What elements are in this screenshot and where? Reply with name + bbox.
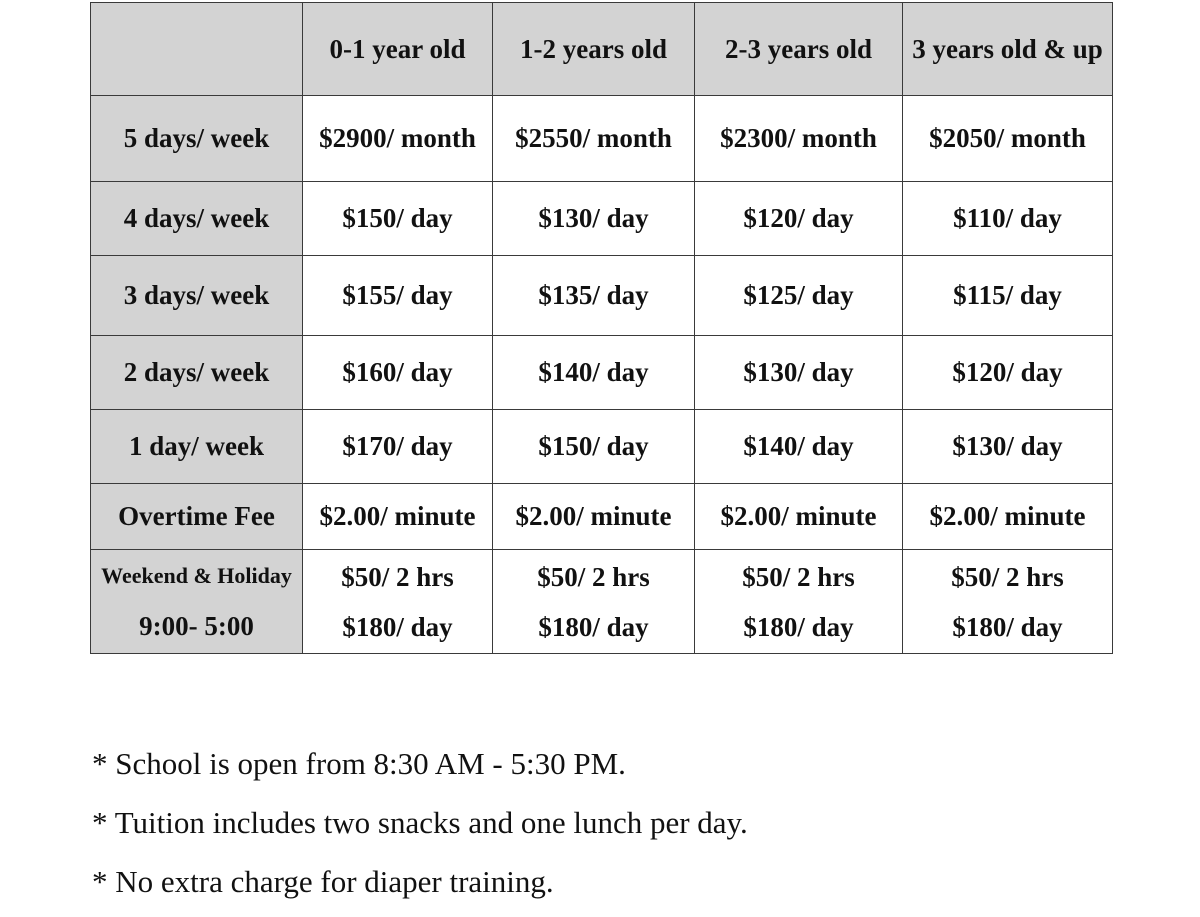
table-row <box>91 256 1113 336</box>
price-cell: $130/ day <box>903 410 1113 484</box>
price-cell: $120/ day <box>903 336 1113 410</box>
table-row <box>91 182 1113 256</box>
weekend-holiday-label: Weekend & Holiday <box>101 562 292 588</box>
price-cell: $2300/ month <box>695 96 903 182</box>
price-cell: $130/ day <box>695 336 903 410</box>
price-cell: $135/ day <box>493 256 695 336</box>
weekend-price-cell <box>303 550 493 654</box>
price-cell: $110/ day <box>903 182 1113 256</box>
price-cell: $120/ day <box>695 182 903 256</box>
table-row <box>91 484 1113 550</box>
row-label-1-day: 1 day/ week <box>91 410 303 484</box>
daily-rate: $180/ day <box>952 611 1063 642</box>
hourly-rate: $50/ 2 hrs <box>537 561 650 592</box>
price-cell: $125/ day <box>695 256 903 336</box>
header-age-0-1: 0-1 year old <box>303 3 493 96</box>
hourly-rate: $50/ 2 hrs <box>742 561 855 592</box>
weekend-price-cell <box>903 550 1113 654</box>
price-cell: $2.00/ minute <box>303 484 493 550</box>
price-cell: $2050/ month <box>903 96 1113 182</box>
price-cell: $2.00/ minute <box>903 484 1113 550</box>
price-cell: $150/ day <box>493 410 695 484</box>
price-cell: $130/ day <box>493 182 695 256</box>
price-cell: $2900/ month <box>303 96 493 182</box>
weekend-holiday-row <box>91 550 1113 654</box>
note-diaper-training: * No extra charge for diaper training. <box>92 864 554 899</box>
daily-rate: $180/ day <box>743 611 854 642</box>
tuition-table <box>90 2 1113 654</box>
price-cell: $2.00/ minute <box>695 484 903 550</box>
note-school-hours: * School is open from 8:30 AM - 5:30 PM. <box>92 746 626 781</box>
corner-cell <box>91 3 303 96</box>
header-age-3-up: 3 years old & up <box>903 3 1113 96</box>
daily-rate: $180/ day <box>342 611 453 642</box>
price-cell: $170/ day <box>303 410 493 484</box>
price-cell: $140/ day <box>695 410 903 484</box>
price-cell: $155/ day <box>303 256 493 336</box>
row-label-weekend-holiday <box>91 550 303 654</box>
hourly-rate: $50/ 2 hrs <box>341 561 454 592</box>
row-label-3-days: 3 days/ week <box>91 256 303 336</box>
price-cell: $160/ day <box>303 336 493 410</box>
table-row <box>91 410 1113 484</box>
price-cell: $2.00/ minute <box>493 484 695 550</box>
price-cell: $150/ day <box>303 182 493 256</box>
price-cell: $140/ day <box>493 336 695 410</box>
row-label-2-days: 2 days/ week <box>91 336 303 410</box>
header-age-1-2: 1-2 years old <box>493 3 695 96</box>
weekend-holiday-hours: 9:00- 5:00 <box>139 610 254 641</box>
row-label-overtime-fee: Overtime Fee <box>91 484 303 550</box>
price-cell: $2550/ month <box>493 96 695 182</box>
row-label-4-days: 4 days/ week <box>91 182 303 256</box>
header-age-2-3: 2-3 years old <box>695 3 903 96</box>
price-cell: $115/ day <box>903 256 1113 336</box>
daily-rate: $180/ day <box>538 611 649 642</box>
table-row <box>91 336 1113 410</box>
weekend-price-cell <box>695 550 903 654</box>
row-label-5-days: 5 days/ week <box>91 96 303 182</box>
note-tuition-meals: * Tuition includes two snacks and one lunch per day. <box>92 805 748 840</box>
hourly-rate: $50/ 2 hrs <box>951 561 1064 592</box>
header-row <box>91 3 1113 96</box>
weekend-price-cell <box>493 550 695 654</box>
table-row <box>91 96 1113 182</box>
notes-list <box>92 740 748 917</box>
